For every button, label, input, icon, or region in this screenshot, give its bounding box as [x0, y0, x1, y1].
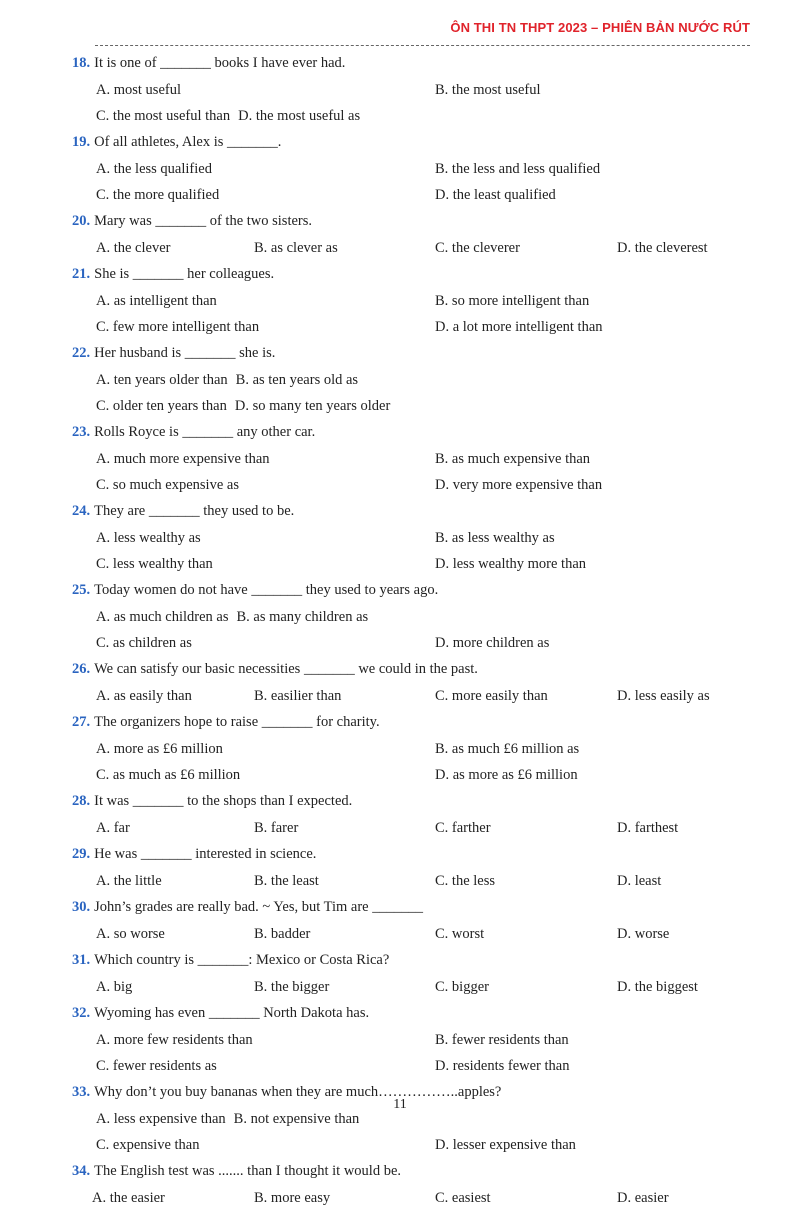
- answer-option: C. worst: [435, 926, 485, 942]
- option-row: [72, 450, 752, 476]
- answer-option: C. the more qualified: [96, 187, 220, 203]
- document-header: ÔN THI TN THPT 2023 – PHIÊN BẢN NƯỚC RÚT: [450, 20, 750, 35]
- question-number: 27.: [72, 714, 91, 730]
- answer-option: D. the most useful as: [238, 108, 361, 124]
- option-row: [72, 687, 752, 713]
- question-text: Which country is _______: Mexico or Costa Rica?: [94, 952, 390, 968]
- answer-option: C. the most useful than: [96, 108, 231, 124]
- question-text: He was _______ interested in science.: [94, 846, 317, 862]
- question-number: 31.: [72, 952, 91, 968]
- question-text: Why don’t you buy bananas when they are much……………..apples?: [94, 1084, 502, 1100]
- answer-option: D. so many ten years older: [234, 398, 391, 414]
- answer-option: A. the easier: [92, 1190, 165, 1206]
- answer-option: B. easilier than: [254, 688, 342, 704]
- question: [72, 344, 752, 423]
- question-number: 28.: [72, 793, 91, 809]
- answer-option: D. easier: [617, 1190, 669, 1206]
- question-number: 32.: [72, 1005, 91, 1021]
- question-stem: [72, 212, 752, 231]
- answer-option: A. so worse: [96, 926, 165, 942]
- option-row: [72, 766, 752, 792]
- option-row: [72, 292, 752, 318]
- option-row: [72, 397, 752, 423]
- answer-option: B. the most useful: [435, 82, 541, 98]
- question-text: The organizers hope to raise _______ for charity.: [94, 714, 380, 730]
- answer-option: B. farer: [254, 820, 299, 836]
- question-number: 30.: [72, 899, 91, 915]
- question: [72, 845, 752, 898]
- answer-option: D. farthest: [617, 820, 679, 836]
- question-number: 26.: [72, 661, 91, 677]
- question-stem: [72, 581, 752, 600]
- question-stem: [72, 845, 752, 864]
- question: [72, 713, 752, 792]
- question: [72, 54, 752, 133]
- answer-option: A. more few residents than: [96, 1032, 253, 1048]
- question-text: The English test was ....... than I thought it would be.: [94, 1163, 402, 1179]
- option-row: [72, 318, 752, 344]
- option-row: [72, 819, 752, 845]
- answer-option: A. as intelligent than: [96, 293, 217, 309]
- answer-option: D. more children as: [435, 635, 550, 651]
- question-stem: [72, 502, 752, 521]
- answer-option: D. less wealthy more than: [435, 556, 587, 572]
- option-row: [72, 555, 752, 581]
- question-text: John’s grades are really bad. ~ Yes, but Tim are _______: [94, 899, 423, 915]
- answer-option: B. as much expensive than: [435, 451, 591, 467]
- answer-option: B. as ten years old as: [235, 372, 359, 388]
- question-text: Mary was _______ of the two sisters.: [94, 213, 313, 229]
- answer-option: C. more easily than: [435, 688, 548, 704]
- answer-option: B. as clever as: [254, 240, 338, 256]
- question-list: [72, 54, 752, 1215]
- question-text: Of all athletes, Alex is _______.: [94, 134, 282, 150]
- answer-option: D. very more expensive than: [435, 477, 603, 493]
- question: [72, 1162, 752, 1215]
- question-stem: [72, 133, 752, 152]
- question-number: 22.: [72, 345, 91, 361]
- question-text: We can satisfy our basic necessities _______ we could in the past.: [94, 661, 478, 677]
- answer-option: B. fewer residents than: [435, 1032, 569, 1048]
- answer-option: A. the little: [96, 873, 162, 889]
- answer-option: D. the biggest: [617, 979, 698, 995]
- question-number: 23.: [72, 424, 91, 440]
- answer-option: D. worse: [617, 926, 670, 942]
- option-row: [72, 1189, 752, 1215]
- answer-option: A. ten years older than: [96, 372, 228, 388]
- question-text: Her husband is _______ she is.: [94, 345, 276, 361]
- question: [72, 423, 752, 502]
- question-text: It was _______ to the shops than I expected.: [94, 793, 353, 809]
- answer-option: B. not expensive than: [233, 1111, 360, 1127]
- question-stem: [72, 898, 752, 917]
- option-row: [72, 371, 752, 397]
- question-text: Rolls Royce is _______ any other car.: [94, 424, 316, 440]
- answer-option: D. the cleverest: [617, 240, 708, 256]
- question: [72, 1004, 752, 1083]
- question: [72, 502, 752, 581]
- answer-option: C. the cleverer: [435, 240, 520, 256]
- question: [72, 660, 752, 713]
- header-divider: [95, 45, 750, 46]
- question: [72, 792, 752, 845]
- question-text: Today women do not have _______ they used to years ago.: [94, 582, 439, 598]
- answer-option: A. more as £6 million: [96, 741, 223, 757]
- question: [72, 951, 752, 1004]
- question-number: 24.: [72, 503, 91, 519]
- option-row: [72, 107, 752, 133]
- option-row: [72, 160, 752, 186]
- answer-option: D. as more as £6 million: [435, 767, 578, 783]
- option-row: [72, 1136, 752, 1162]
- answer-option: A. most useful: [96, 82, 181, 98]
- question: [72, 898, 752, 951]
- answer-option: A. as much children as: [96, 609, 229, 625]
- question-number: 20.: [72, 213, 91, 229]
- question-stem: [72, 713, 752, 732]
- answer-option: B. the bigger: [254, 979, 330, 995]
- answer-option: C. less wealthy than: [96, 556, 213, 572]
- question: [72, 1083, 752, 1162]
- option-row: [72, 239, 752, 265]
- option-row: [72, 1110, 752, 1136]
- answer-option: A. the less qualified: [96, 161, 212, 177]
- answer-option: C. older ten years than: [96, 398, 227, 414]
- answer-option: B. the least: [254, 873, 319, 889]
- question-stem: [72, 1004, 752, 1023]
- answer-option: C. expensive than: [96, 1137, 200, 1153]
- question-stem: [72, 792, 752, 811]
- page-number: 11: [393, 1097, 407, 1112]
- question-number: 34.: [72, 1163, 91, 1179]
- question-stem: [72, 265, 752, 284]
- question-text: They are _______ they used to be.: [94, 503, 295, 519]
- answer-option: A. less expensive than: [96, 1111, 226, 1127]
- answer-option: C. farther: [435, 820, 491, 836]
- question-stem: [72, 423, 752, 442]
- option-row: [72, 81, 752, 107]
- option-row: [72, 186, 752, 212]
- question-stem: [72, 951, 752, 970]
- question-number: 18.: [72, 55, 91, 71]
- answer-option: B. as much £6 million as: [435, 741, 580, 757]
- answer-option: C. as much as £6 million: [96, 767, 241, 783]
- question: [72, 212, 752, 265]
- answer-option: C. as children as: [96, 635, 192, 651]
- answer-option: B. more easy: [254, 1190, 331, 1206]
- answer-option: A. much more expensive than: [96, 451, 270, 467]
- option-row: [72, 872, 752, 898]
- question-number: 21.: [72, 266, 91, 282]
- option-row: [72, 634, 752, 660]
- answer-option: A. big: [96, 979, 133, 995]
- option-row: [72, 608, 752, 634]
- question: [72, 581, 752, 660]
- answer-option: B. as less wealthy as: [435, 530, 555, 546]
- question-stem: [72, 660, 752, 679]
- question-text: It is one of _______ books I have ever had.: [94, 55, 346, 71]
- question-number: 29.: [72, 846, 91, 862]
- option-row: [72, 740, 752, 766]
- answer-option: C. the less: [435, 873, 496, 889]
- answer-option: A. as easily than: [96, 688, 192, 704]
- question-stem: [72, 54, 752, 73]
- question-text: She is _______ her colleagues.: [94, 266, 275, 282]
- question-text: Wyoming has even _______ North Dakota has.: [94, 1005, 370, 1021]
- question: [72, 133, 752, 212]
- option-row: [72, 1031, 752, 1057]
- answer-option: D. lesser expensive than: [435, 1137, 576, 1153]
- answer-option: C. easiest: [435, 1190, 491, 1206]
- question-stem: [72, 344, 752, 363]
- question-number: 33.: [72, 1084, 91, 1100]
- answer-option: B. as many children as: [236, 609, 369, 625]
- option-row: [72, 529, 752, 555]
- question-stem: [72, 1162, 752, 1181]
- answer-option: A. the clever: [96, 240, 171, 256]
- option-row: [72, 476, 752, 502]
- answer-option: D. least: [617, 873, 662, 889]
- answer-option: C. so much expensive as: [96, 477, 239, 493]
- option-row: [72, 1057, 752, 1083]
- answer-option: A. far: [96, 820, 130, 836]
- answer-option: B. so more intelligent than: [435, 293, 590, 309]
- answer-option: D. residents fewer than: [435, 1058, 570, 1074]
- answer-option: D. a lot more intelligent than: [435, 319, 603, 335]
- answer-option: D. the least qualified: [435, 187, 556, 203]
- question-number: 19.: [72, 134, 91, 150]
- answer-option: B. the less and less qualified: [435, 161, 601, 177]
- answer-option: B. badder: [254, 926, 311, 942]
- answer-option: C. few more intelligent than: [96, 319, 260, 335]
- question: [72, 265, 752, 344]
- answer-option: C. bigger: [435, 979, 489, 995]
- question-number: 25.: [72, 582, 91, 598]
- answer-option: D. less easily as: [617, 688, 710, 704]
- option-row: [72, 978, 752, 1004]
- answer-option: A. less wealthy as: [96, 530, 201, 546]
- option-row: [72, 925, 752, 951]
- answer-option: C. fewer residents as: [96, 1058, 217, 1074]
